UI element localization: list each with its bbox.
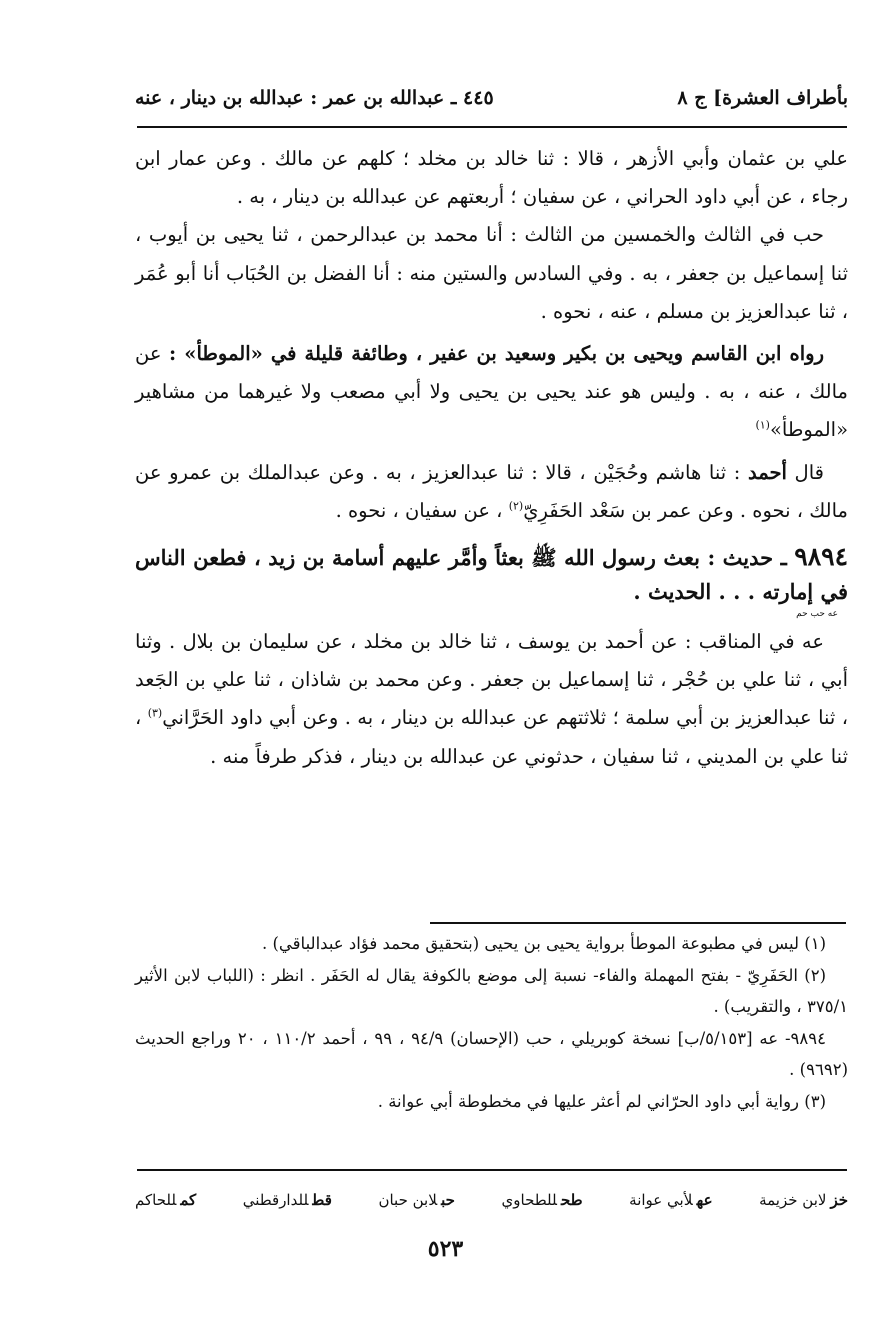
- running-header: [135, 78, 848, 118]
- hadith-source-sigla: عه حب حم: [796, 609, 838, 620]
- source-name-ahmad: أحمد: [747, 460, 787, 484]
- footnotes: [135, 928, 848, 1117]
- main-text: [135, 140, 848, 776]
- legend-label: لابن خزيمة: [759, 1191, 827, 1209]
- legend-label: لابن حبان: [378, 1191, 438, 1209]
- legend-code: قط: [312, 1191, 332, 1209]
- legend-item: [629, 1191, 712, 1209]
- legend-code: طح: [561, 1191, 583, 1209]
- abbreviation-legend: [135, 1180, 848, 1220]
- legend-item: [378, 1191, 455, 1209]
- paragraph-3-text: عن مالك ، عنه ، به . وليس هو عند يحيى بن يحيى ولا أبي مصعب ولا غيرهما من مشاهير «الموطأ»: [135, 342, 848, 442]
- legend-code: كم: [180, 1191, 197, 1209]
- legend-item: [135, 1191, 196, 1209]
- paragraph-3: [135, 335, 848, 450]
- legend-label: لأبي عوانة: [629, 1191, 693, 1209]
- legend-code: عه: [696, 1191, 713, 1209]
- paragraph-5: [135, 623, 848, 776]
- paragraph-2: حب في الثالث والخمسين من الثالث : أنا محمد بن عبدالرحمن ، ثنا يحيى بن أيوب ، ثنا إسماعيل بن جعفر ، به . وفي السادس والستين منه : أنا الفضل بن الحُبَاب أنا أبو عُمَر ، ثنا عبدالعزيز بن مسلم ، عنه ، نحوه .: [135, 223, 848, 323]
- footnote-2: (٢) الحَفَرِيّ - بفتح المهملة والفاء- نسبة إلى موضع بالكوفة يقال له الحَفَر . انظر : (اللباب لابن الأثير ٣٧٥/١ ، والتقريب) .: [135, 965, 848, 1016]
- legend-item: [759, 1191, 848, 1209]
- footnote-ref-3: (٣): [147, 706, 163, 720]
- header-rule: [137, 126, 847, 128]
- legend-item: [243, 1191, 332, 1209]
- footnote-3: (٣) رواية أبي داود الحرّاني لم أعثر عليها في مخطوطة أبي عوانة .: [377, 1091, 826, 1111]
- paragraph-5-text: عه في المناقب : عن أحمد بن يوسف ، ثنا خالد بن مخلد ، عن سليمان بن بلال . وثنا أبي ، ثنا علي بن حُجْر ، ثنا إسماعيل بن جعفر . وعن محمد بن شاذان ، ثنا علي بن الجَعد ، ثنا عبدالعزيز بن أبي سلمة ؛ ثلاثتهم عن عبدالله بن دينار ، به . وعن أبي داود الحَرَّاني: [135, 630, 848, 730]
- paragraph-4-tail: ، عن سفيان ، نحوه .: [335, 498, 509, 522]
- page-number: ٥٢٣: [427, 1236, 464, 1262]
- hadith-text: ـ حديث : بعث رسول الله ﷺ بعثاً وأمَّر عليهم أسامة بن زيد ، فطعن الناس في إمارته . . . الحديث .: [135, 545, 848, 605]
- hadith-heading: [135, 540, 848, 619]
- footnote-ref-1: (١): [755, 418, 770, 432]
- paragraph-3-bold: رواه ابن القاسم ويحيى بن بكير وسعيد بن عفير ، وطائفة قليلة في «الموطأ» :: [168, 342, 824, 366]
- paragraph-1: علي بن عثمان وأبي الأزهر ، قالا : ثنا خالد بن مخلد ؛ كلهم عن مالك . وعن عمار ابن رجاء ، عن أبي داود الحراني ، عن سفيان ؛ أربعتهم عن عبدالله بن دينار ، به .: [135, 147, 848, 209]
- legend-item: [502, 1191, 583, 1209]
- paragraph-5-tail: ، ثنا علي بن المديني ، ثنا سفيان ، حدثوني عن عبدالله بن دينار ، فذكر طرفاً منه .: [135, 706, 848, 768]
- legend-label: للطحاوي: [501, 1191, 557, 1209]
- header-chapter-title: ٤٤٥ ـ عبدالله بن عمر : عبدالله بن دينار ، عنه: [135, 87, 494, 109]
- footnote-1: (١) ليس في مطبوعة الموطأ برواية يحيى بن يحيى (بتحقيق محمد فؤاد عبدالباقي) .: [261, 934, 826, 953]
- footnote-rule: [430, 922, 846, 924]
- hadith-number: ٩٨٩٤: [794, 542, 848, 572]
- paragraph-4: [135, 454, 848, 530]
- legend-label: للحاكم: [135, 1191, 177, 1209]
- legend-code: خز: [830, 1191, 848, 1209]
- legend-rule: [137, 1169, 847, 1171]
- paragraph-4-lead: قال: [786, 460, 824, 484]
- paragraph-4-text: : ثنا هاشم وحُجَيْن ، قالا : ثنا عبدالعزيز ، به . وعن عبدالملك بن عمرو عن مالك ، نحوه . وعن عمر بن سَعْد الحَفَرِيّ: [135, 460, 848, 522]
- legend-label: للدارقطني: [242, 1191, 309, 1209]
- footnote-9894: ٩٨٩٤- عه [٥/١٥٣/ب] نسخة كوبريلي ، حب (الإحسان) ٩٤/٩ ، ٩٩ ، أحمد ١١٠/٢ ، ٢٠ وراجع الحديث (٩٦٩٢) .: [135, 1028, 848, 1079]
- header-volume: بأطراف العشرة] ج ٨: [677, 87, 848, 109]
- footnote-ref-2: (٢): [508, 499, 524, 513]
- legend-code: حب: [441, 1191, 455, 1209]
